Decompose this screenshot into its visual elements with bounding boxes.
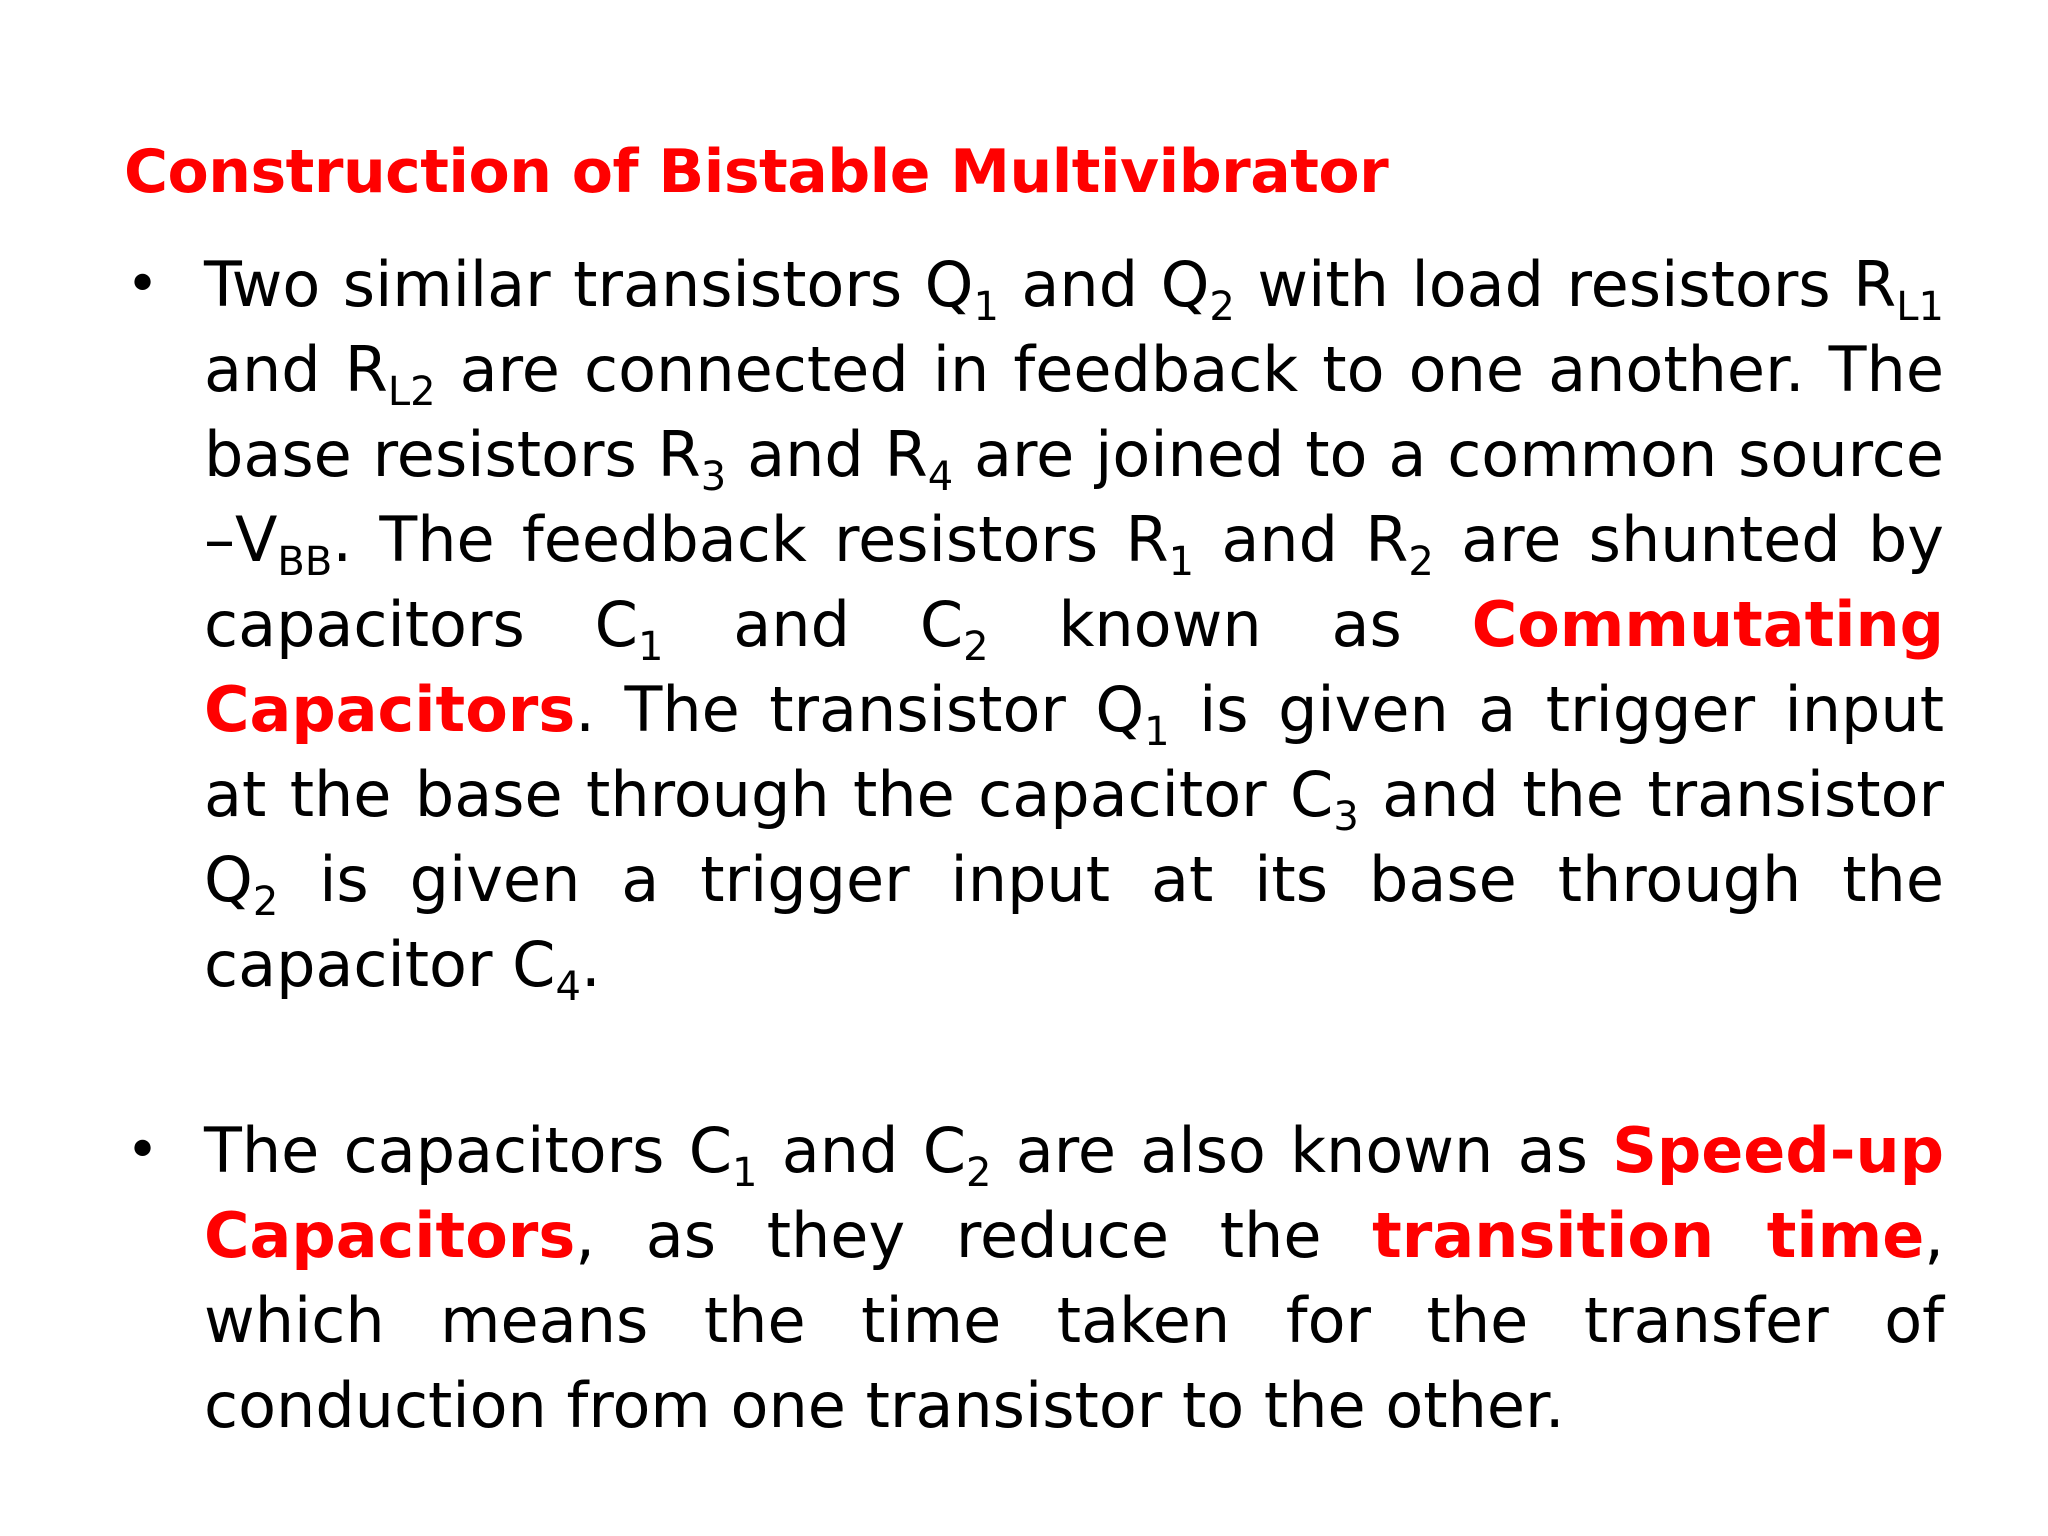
text-run: . The transistor Q bbox=[575, 673, 1145, 746]
subscript: BB bbox=[277, 539, 333, 585]
text-run: is given a trigger input at its base through the capacitor C bbox=[204, 843, 1944, 1001]
text-run: and Q bbox=[998, 248, 1210, 321]
subscript: 2 bbox=[252, 879, 279, 925]
subscript: 2 bbox=[963, 624, 989, 670]
text-run: are connected in feedback to one another. The base resistors R bbox=[204, 333, 1944, 491]
subscript: 3 bbox=[1333, 794, 1359, 840]
bullet-icon: • bbox=[126, 1118, 160, 1183]
subscript: 1 bbox=[637, 624, 664, 670]
highlight-speed-up-capacitors: Speed-up Capacitors bbox=[204, 1114, 1944, 1272]
bullet-text bbox=[204, 1108, 1944, 1448]
subscript: L2 bbox=[387, 369, 436, 415]
text-run: is given a trigger input at the base through the capacitor C bbox=[204, 673, 1945, 831]
subscript: 1 bbox=[973, 284, 999, 330]
text-run: with load resistors R bbox=[1234, 248, 1897, 321]
subscript: 4 bbox=[927, 454, 954, 500]
text-run: and R bbox=[726, 418, 928, 491]
text-run: and C bbox=[757, 1114, 967, 1187]
highlight-commutating-capacitors: Commutating Capacitors bbox=[204, 588, 1945, 746]
subscript: 2 bbox=[1408, 539, 1434, 585]
subscript: 2 bbox=[966, 1150, 992, 1196]
text-run: are also known as bbox=[991, 1114, 1613, 1187]
bullet-icon: • bbox=[126, 252, 160, 317]
text-run: known as bbox=[988, 588, 1472, 661]
text-run: , as they reduce the bbox=[575, 1199, 1373, 1272]
subscript: 2 bbox=[1209, 284, 1235, 330]
subscript: 4 bbox=[555, 964, 581, 1010]
text-run: are joined to a common source –V bbox=[204, 418, 1945, 576]
text-run: , which means the time taken for the transfer of conduction from one transistor to the other. bbox=[204, 1199, 1944, 1442]
slide-title: Construction of Bistable Multivibrator bbox=[124, 137, 1389, 207]
text-run: . bbox=[580, 928, 601, 1001]
text-run: and R bbox=[204, 333, 388, 406]
text-run: are shunted by capacitors C bbox=[204, 503, 1945, 661]
subscript: L1 bbox=[1896, 284, 1944, 330]
subscript: 3 bbox=[700, 454, 727, 500]
bullet-text bbox=[204, 242, 1945, 1010]
subscript: 1 bbox=[1144, 709, 1170, 755]
text-run: and C bbox=[663, 588, 964, 661]
text-run: The capacitors C bbox=[204, 1114, 733, 1187]
subscript: 1 bbox=[732, 1150, 758, 1196]
text-run: . The feedback resistors R bbox=[332, 503, 1169, 576]
text-run: Two similar transistors Q bbox=[204, 248, 974, 321]
subscript: 1 bbox=[1168, 539, 1195, 585]
text-run: and the transistor Q bbox=[204, 758, 1944, 916]
highlight-transition-time: transition time bbox=[1372, 1199, 1925, 1272]
text-run: and R bbox=[1194, 503, 1409, 576]
